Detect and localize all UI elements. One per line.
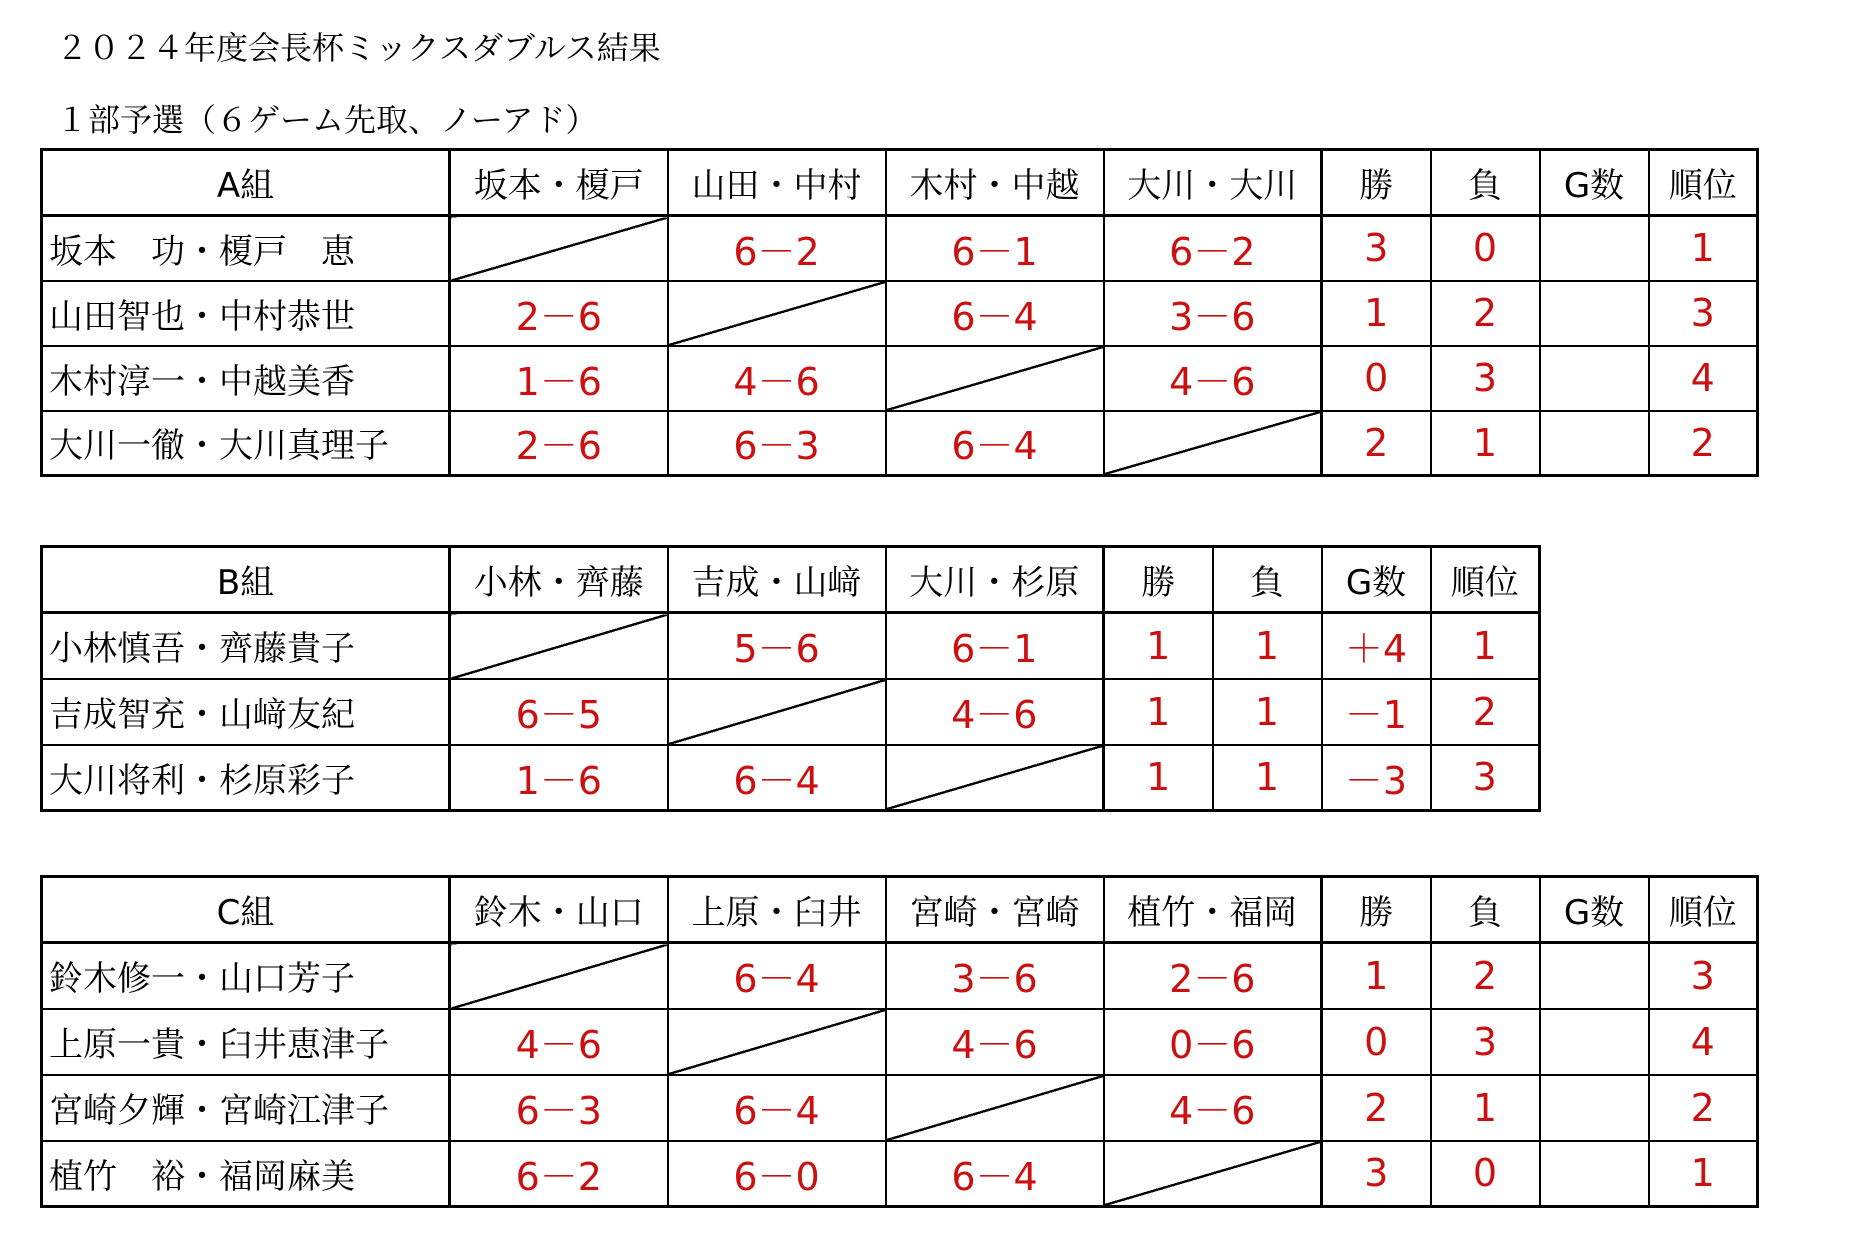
self-match-cell xyxy=(668,281,886,346)
games-cell xyxy=(1540,281,1649,346)
opponent-header: 坂本・榎戸 xyxy=(450,150,668,216)
header-row xyxy=(42,547,1540,613)
losses-cell: 0 xyxy=(1431,1141,1540,1207)
player-pair: 大川一徹・大川真理子 xyxy=(42,411,450,476)
table-row xyxy=(42,216,1758,281)
rank-header: 順位 xyxy=(1431,547,1540,613)
opponent-header: 植竹・福岡 xyxy=(1104,877,1322,943)
wins-header: 勝 xyxy=(1322,877,1431,943)
score-cell: 4－6 xyxy=(668,346,886,411)
games-header: G数 xyxy=(1322,547,1431,613)
opponent-header: 吉成・山﨑 xyxy=(668,547,886,613)
table-row xyxy=(42,679,1540,745)
score-cell: 4－6 xyxy=(1104,1075,1322,1141)
losses-cell: 2 xyxy=(1431,281,1540,346)
losses-cell: 1 xyxy=(1213,745,1322,811)
losses-cell: 3 xyxy=(1431,1009,1540,1075)
opponent-header: 木村・中越 xyxy=(886,150,1104,216)
score-cell: 6－0 xyxy=(668,1141,886,1207)
opponent-header: 大川・杉原 xyxy=(886,547,1104,613)
losses-cell: 1 xyxy=(1213,613,1322,679)
group-label: A組 xyxy=(42,150,450,216)
losses-header: 負 xyxy=(1431,877,1540,943)
score-cell: 4－6 xyxy=(1104,346,1322,411)
self-match-cell xyxy=(450,613,668,679)
rank-cell: 2 xyxy=(1649,1075,1758,1141)
rank-cell: 3 xyxy=(1431,745,1540,811)
games-cell xyxy=(1540,346,1649,411)
wins-cell: 3 xyxy=(1322,1141,1431,1207)
wins-cell: 1 xyxy=(1104,745,1213,811)
rank-header: 順位 xyxy=(1649,150,1758,216)
self-match-cell xyxy=(450,216,668,281)
group-c-table xyxy=(40,875,1759,1208)
self-match-cell xyxy=(886,745,1104,811)
score-cell: 5－6 xyxy=(668,613,886,679)
table-row xyxy=(42,943,1758,1009)
wins-cell: 0 xyxy=(1322,1009,1431,1075)
player-pair: 吉成智充・山﨑友紀 xyxy=(42,679,450,745)
rank-cell: 4 xyxy=(1649,1009,1758,1075)
score-cell: 6－4 xyxy=(668,943,886,1009)
self-match-cell xyxy=(886,1075,1104,1141)
group-a-table xyxy=(40,148,1759,477)
player-pair: 宮崎夕輝・宮崎江津子 xyxy=(42,1075,450,1141)
score-cell: 6－4 xyxy=(886,1141,1104,1207)
self-match-cell xyxy=(886,346,1104,411)
table-row xyxy=(42,411,1758,476)
score-cell: 3－6 xyxy=(1104,281,1322,346)
table-row xyxy=(42,346,1758,411)
table-row xyxy=(42,613,1540,679)
games-cell xyxy=(1540,1075,1649,1141)
player-pair: 上原一貴・臼井恵津子 xyxy=(42,1009,450,1075)
score-cell: 6－2 xyxy=(1104,216,1322,281)
score-cell: 6－5 xyxy=(450,679,668,745)
games-cell xyxy=(1540,1141,1649,1207)
player-pair: 山田智也・中村恭世 xyxy=(42,281,450,346)
wins-header: 勝 xyxy=(1322,150,1431,216)
score-cell: 2－6 xyxy=(1104,943,1322,1009)
wins-cell: 3 xyxy=(1322,216,1431,281)
rank-header: 順位 xyxy=(1649,877,1758,943)
losses-header: 負 xyxy=(1213,547,1322,613)
games-header: G数 xyxy=(1540,877,1649,943)
player-pair: 坂本 功・榎戸 恵 xyxy=(42,216,450,281)
wins-cell: 1 xyxy=(1104,679,1213,745)
player-pair: 植竹 裕・福岡麻美 xyxy=(42,1141,450,1207)
wins-cell: 2 xyxy=(1322,411,1431,476)
wins-cell: 0 xyxy=(1322,346,1431,411)
opponent-header: 上原・臼井 xyxy=(668,877,886,943)
rank-cell: 4 xyxy=(1649,346,1758,411)
games-cell: －3 xyxy=(1322,745,1431,811)
losses-cell: 1 xyxy=(1431,411,1540,476)
opponent-header: 小林・齊藤 xyxy=(450,547,668,613)
table-row xyxy=(42,1075,1758,1141)
rank-cell: 2 xyxy=(1431,679,1540,745)
games-cell xyxy=(1540,411,1649,476)
document-subtitle: １部予選（６ゲーム先取、ノーアド） xyxy=(56,101,598,139)
table-row xyxy=(42,1141,1758,1207)
group-label: B組 xyxy=(42,547,450,613)
table-row xyxy=(42,281,1758,346)
wins-cell: 1 xyxy=(1104,613,1213,679)
rank-cell: 1 xyxy=(1649,1141,1758,1207)
rank-cell: 3 xyxy=(1649,943,1758,1009)
games-cell xyxy=(1540,216,1649,281)
player-pair: 鈴木修一・山口芳子 xyxy=(42,943,450,1009)
games-cell: ＋4 xyxy=(1322,613,1431,679)
score-cell: 4－6 xyxy=(886,1009,1104,1075)
score-cell: 6－3 xyxy=(668,411,886,476)
games-header: G数 xyxy=(1540,150,1649,216)
rank-cell: 1 xyxy=(1431,613,1540,679)
self-match-cell xyxy=(668,679,886,745)
self-match-cell xyxy=(1104,411,1322,476)
document-title: ２０２４年度会長杯ミックスダブルス結果 xyxy=(56,29,661,67)
rank-cell: 3 xyxy=(1649,281,1758,346)
losses-cell: 0 xyxy=(1431,216,1540,281)
table-row xyxy=(42,745,1540,811)
score-cell: 0－6 xyxy=(1104,1009,1322,1075)
score-cell: 6－2 xyxy=(668,216,886,281)
losses-cell: 3 xyxy=(1431,346,1540,411)
score-cell: 6－4 xyxy=(886,281,1104,346)
self-match-cell xyxy=(1104,1141,1322,1207)
losses-header: 負 xyxy=(1431,150,1540,216)
wins-cell: 1 xyxy=(1322,943,1431,1009)
table-row xyxy=(42,1009,1758,1075)
opponent-header: 鈴木・山口 xyxy=(450,877,668,943)
opponent-header: 大川・大川 xyxy=(1104,150,1322,216)
score-cell: 1－6 xyxy=(450,346,668,411)
score-cell: 2－6 xyxy=(450,281,668,346)
losses-cell: 1 xyxy=(1213,679,1322,745)
opponent-header: 山田・中村 xyxy=(668,150,886,216)
rank-cell: 1 xyxy=(1649,216,1758,281)
score-cell: 4－6 xyxy=(450,1009,668,1075)
score-cell: 6－4 xyxy=(668,1075,886,1141)
score-cell: 6－1 xyxy=(886,613,1104,679)
rank-cell: 2 xyxy=(1649,411,1758,476)
losses-cell: 1 xyxy=(1431,1075,1540,1141)
group-b-table xyxy=(40,545,1541,812)
wins-header: 勝 xyxy=(1104,547,1213,613)
score-cell: 4－6 xyxy=(886,679,1104,745)
player-pair: 大川将利・杉原彩子 xyxy=(42,745,450,811)
score-cell: 6－1 xyxy=(886,216,1104,281)
header-row xyxy=(42,877,1758,943)
player-pair: 小林慎吾・齊藤貴子 xyxy=(42,613,450,679)
score-cell: 2－6 xyxy=(450,411,668,476)
games-cell xyxy=(1540,943,1649,1009)
score-cell: 3－6 xyxy=(886,943,1104,1009)
opponent-header: 宮崎・宮崎 xyxy=(886,877,1104,943)
player-pair: 木村淳一・中越美香 xyxy=(42,346,450,411)
wins-cell: 2 xyxy=(1322,1075,1431,1141)
games-cell: －1 xyxy=(1322,679,1431,745)
score-cell: 1－6 xyxy=(450,745,668,811)
wins-cell: 1 xyxy=(1322,281,1431,346)
score-cell: 6－2 xyxy=(450,1141,668,1207)
self-match-cell xyxy=(668,1009,886,1075)
score-cell: 6－4 xyxy=(668,745,886,811)
header-row xyxy=(42,150,1758,216)
games-cell xyxy=(1540,1009,1649,1075)
self-match-cell xyxy=(450,943,668,1009)
score-cell: 6－3 xyxy=(450,1075,668,1141)
group-label: C組 xyxy=(42,877,450,943)
losses-cell: 2 xyxy=(1431,943,1540,1009)
score-cell: 6－4 xyxy=(886,411,1104,476)
